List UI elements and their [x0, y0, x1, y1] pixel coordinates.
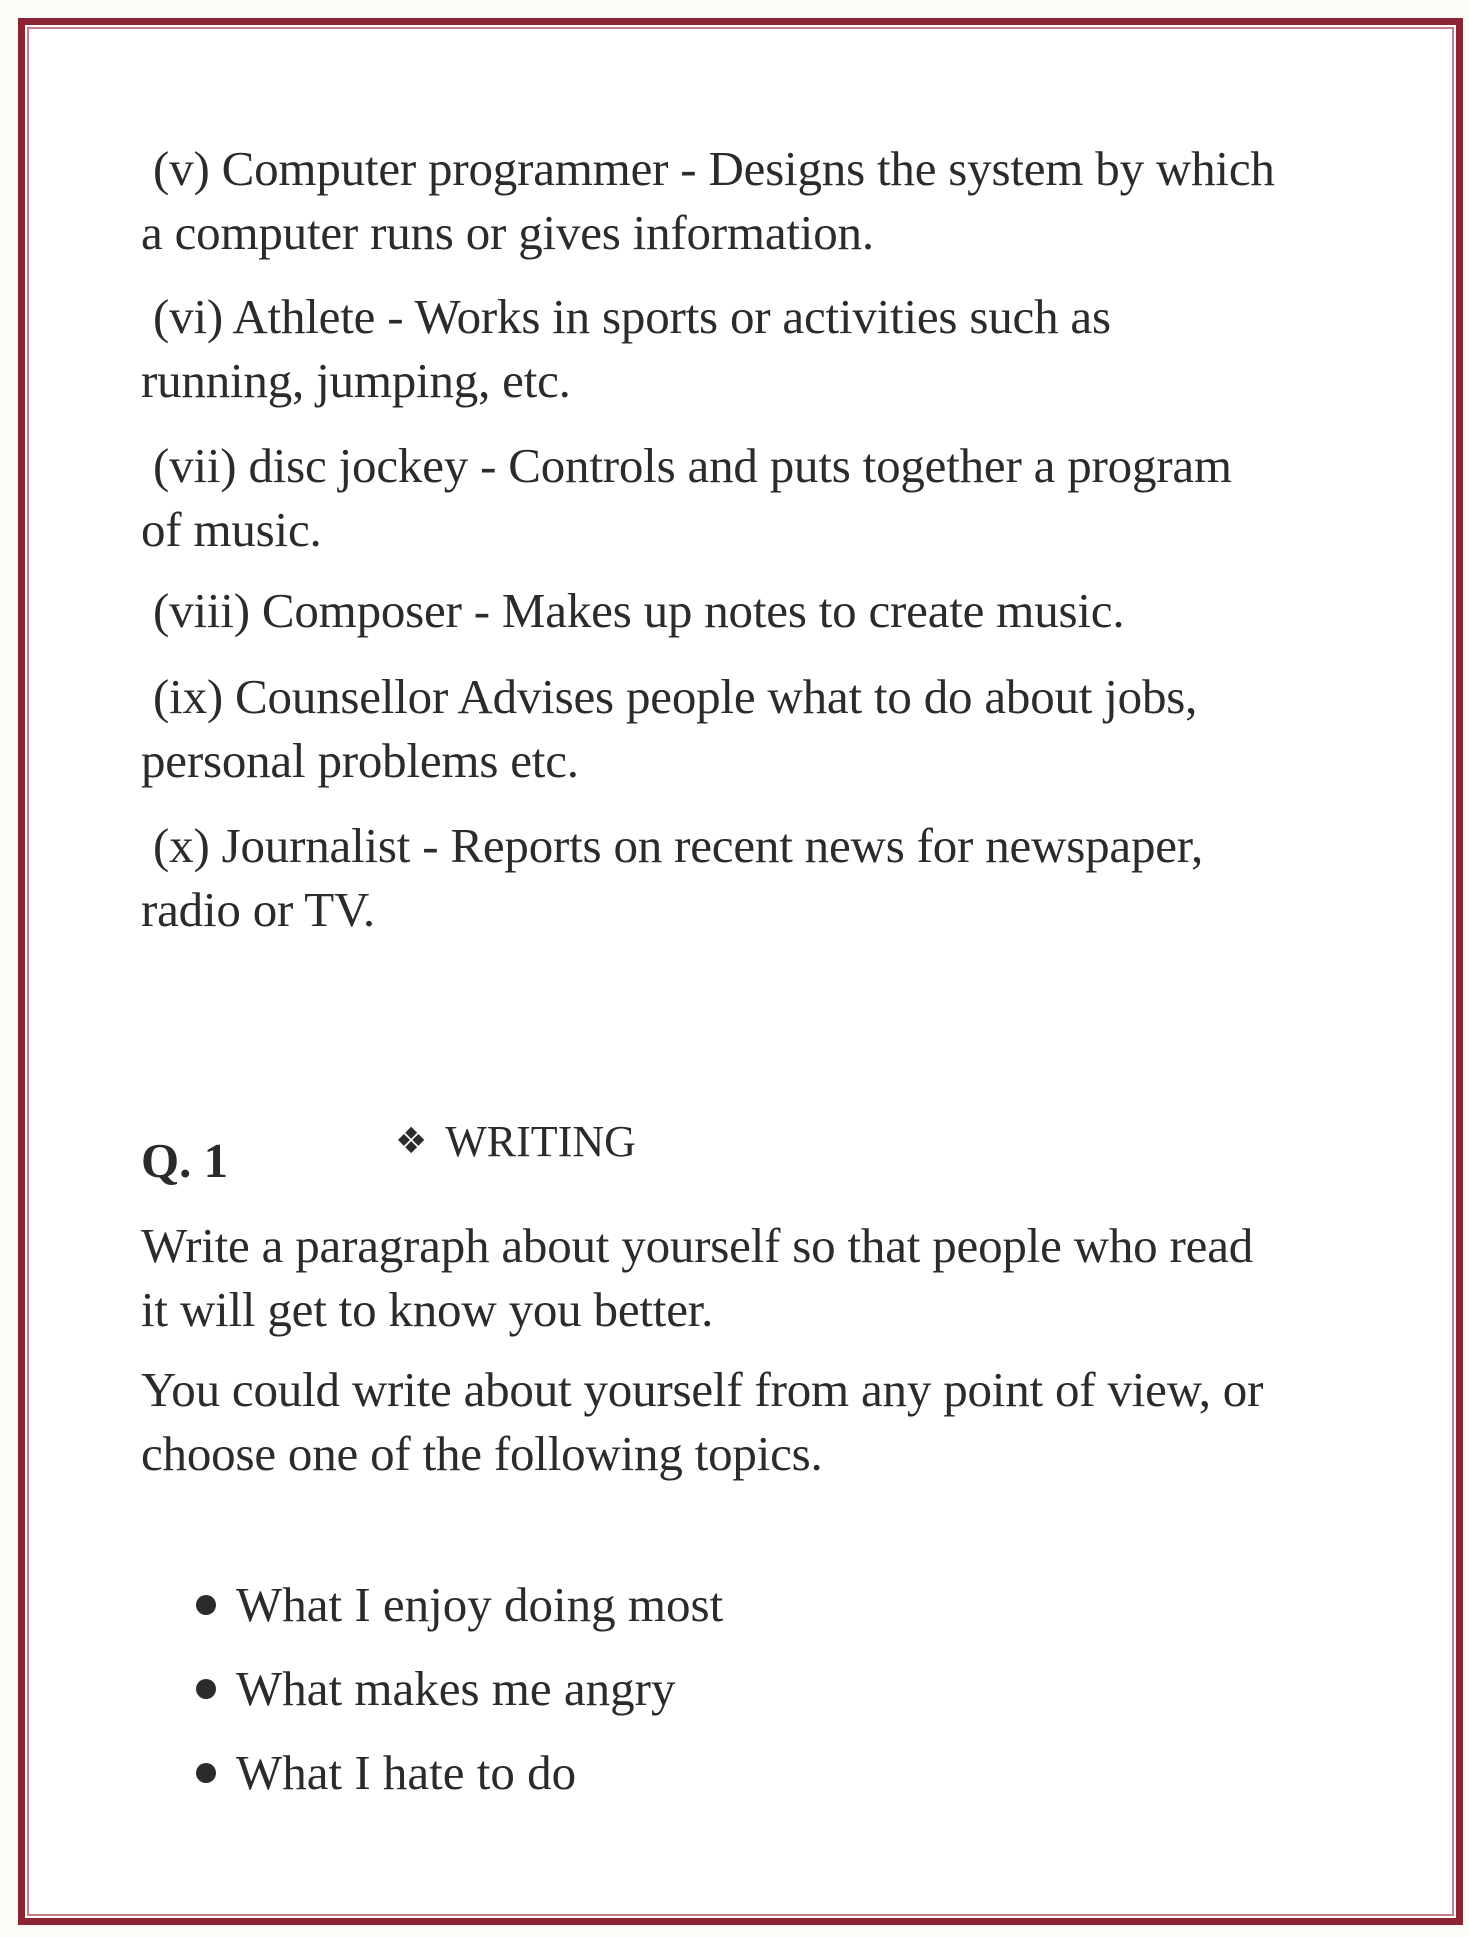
- answer-vi-line-1: (vi) Athlete - Works in sports or activities such as: [141, 289, 1111, 344]
- question-prompt-line-1: Write a paragraph about yourself so that people who read: [141, 1218, 1254, 1273]
- topic-item: [141, 1677, 576, 1869]
- four-diamond-icon: ❖: [395, 1121, 428, 1162]
- answer-v-line-2: a computer runs or gives information.: [141, 205, 874, 260]
- topic-label: What I hate to do: [236, 1745, 577, 1800]
- topic-label: What I enjoy doing most: [236, 1577, 724, 1632]
- answer-vi-line-2: running, jumping, etc.: [141, 353, 571, 408]
- question-instruction-line-2: choose one of the following topics.: [141, 1426, 823, 1481]
- answer-x-line-1: (x) Journalist - Reports on recent news for newspaper,: [141, 818, 1203, 873]
- section-heading-writing: [373, 1046, 636, 1174]
- question-instruction-line-1: You could write about yourself from any point of view, or: [141, 1362, 1264, 1417]
- question-prompt-line-2: it will get to know you better.: [141, 1282, 714, 1337]
- answer-viii-line-1: (viii) Composer - Makes up notes to create music.: [141, 583, 1125, 638]
- answer-ix-line-2: personal problems etc.: [141, 733, 579, 788]
- bullet-icon: [196, 1763, 216, 1783]
- answer-x-line-2: radio or TV.: [141, 882, 375, 937]
- answer-ix-line-1: (ix) Counsellor Advises people what to do about jobs,: [141, 669, 1198, 724]
- question-number: Q. 1: [141, 1133, 229, 1188]
- section-title: WRITING: [445, 1117, 636, 1166]
- answer-v-line-1: (v) Computer programmer - Designs the system by which: [141, 141, 1275, 196]
- answer-vii-line-2: of music.: [141, 502, 322, 557]
- topic-label: What makes me angry: [236, 1661, 676, 1716]
- answer-vii-line-1: (vii) disc jockey - Controls and puts together a program: [141, 438, 1232, 493]
